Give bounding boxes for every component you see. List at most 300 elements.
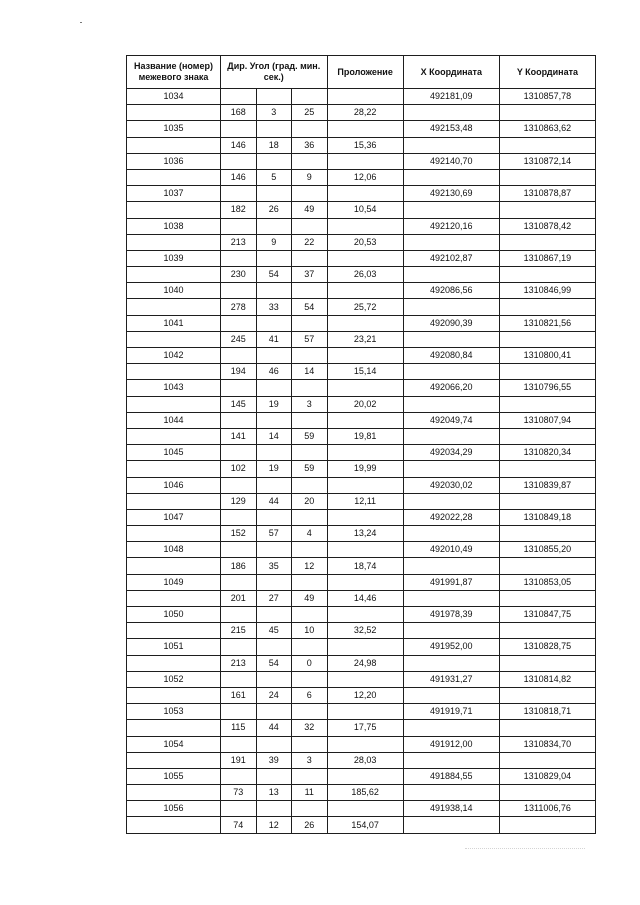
name-cell: [127, 623, 221, 639]
x-cell: 491938,14: [403, 801, 499, 817]
table-row: [127, 493, 596, 509]
min-cell: 14: [256, 428, 292, 444]
min-cell: 5: [256, 169, 292, 185]
table-row: [127, 218, 596, 234]
name-cell: 1039: [127, 250, 221, 266]
distance-cell: [327, 153, 403, 169]
y-cell: [499, 526, 595, 542]
x-cell: [403, 428, 499, 444]
deg-cell: 278: [221, 299, 257, 315]
min-cell: [256, 542, 292, 558]
y-cell: 1310820,34: [499, 445, 595, 461]
y-cell: [499, 687, 595, 703]
deg-cell: 182: [221, 202, 257, 218]
x-cell: 492130,69: [403, 186, 499, 202]
deg-cell: [221, 445, 257, 461]
name-cell: 1055: [127, 768, 221, 784]
min-cell: [256, 801, 292, 817]
deg-cell: [221, 283, 257, 299]
y-cell: 1310839,87: [499, 477, 595, 493]
y-cell: [499, 105, 595, 121]
table-row: [127, 509, 596, 525]
sec-cell: [292, 574, 328, 590]
sec-cell: [292, 250, 328, 266]
sec-cell: [292, 704, 328, 720]
deg-cell: [221, 380, 257, 396]
x-cell: 491884,55: [403, 768, 499, 784]
distance-cell: 15,14: [327, 364, 403, 380]
x-cell: 491978,39: [403, 607, 499, 623]
deg-cell: [221, 509, 257, 525]
deg-cell: 152: [221, 526, 257, 542]
distance-cell: 154,07: [327, 817, 403, 833]
distance-cell: 17,75: [327, 720, 403, 736]
table-row: [127, 607, 596, 623]
name-cell: [127, 137, 221, 153]
distance-cell: 20,53: [327, 234, 403, 250]
x-cell: [403, 331, 499, 347]
table-row: [127, 639, 596, 655]
deg-cell: [221, 218, 257, 234]
sec-cell: 32: [292, 720, 328, 736]
y-cell: [499, 493, 595, 509]
sec-cell: 10: [292, 623, 328, 639]
y-cell: [499, 331, 595, 347]
table-row: [127, 121, 596, 137]
distance-cell: [327, 186, 403, 202]
name-cell: 1043: [127, 380, 221, 396]
sec-cell: 49: [292, 202, 328, 218]
name-cell: [127, 267, 221, 283]
table-row: [127, 267, 596, 283]
sec-cell: [292, 348, 328, 364]
x-cell: 492066,20: [403, 380, 499, 396]
distance-cell: [327, 509, 403, 525]
y-cell: 1310828,75: [499, 639, 595, 655]
x-cell: 492080,84: [403, 348, 499, 364]
distance-cell: [327, 412, 403, 428]
deg-cell: [221, 186, 257, 202]
name-cell: 1037: [127, 186, 221, 202]
min-cell: [256, 671, 292, 687]
table-row: [127, 428, 596, 444]
header-angle: Дир. Угол (град. мин. сек.): [221, 56, 328, 89]
min-cell: [256, 186, 292, 202]
distance-cell: 23,21: [327, 331, 403, 347]
name-cell: 1038: [127, 218, 221, 234]
sec-cell: [292, 736, 328, 752]
sec-cell: 0: [292, 655, 328, 671]
table-row: [127, 590, 596, 606]
x-cell: 491919,71: [403, 704, 499, 720]
deg-cell: [221, 250, 257, 266]
table-row: [127, 348, 596, 364]
sec-cell: [292, 412, 328, 428]
x-cell: [403, 364, 499, 380]
min-cell: [256, 412, 292, 428]
table-row: [127, 412, 596, 428]
deg-cell: 145: [221, 396, 257, 412]
deg-cell: 141: [221, 428, 257, 444]
distance-cell: 12,06: [327, 169, 403, 185]
x-cell: [403, 493, 499, 509]
header-x: X Координата: [403, 56, 499, 89]
distance-cell: 185,62: [327, 785, 403, 801]
table-row: [127, 137, 596, 153]
table-row: [127, 105, 596, 121]
name-cell: 1040: [127, 283, 221, 299]
y-cell: [499, 364, 595, 380]
x-cell: 492086,56: [403, 283, 499, 299]
sec-cell: [292, 380, 328, 396]
y-cell: 1310855,20: [499, 542, 595, 558]
sec-cell: 37: [292, 267, 328, 283]
name-cell: 1054: [127, 736, 221, 752]
scan-speck: [80, 22, 82, 23]
distance-cell: [327, 380, 403, 396]
deg-cell: [221, 768, 257, 784]
min-cell: [256, 639, 292, 655]
y-cell: 1310867,19: [499, 250, 595, 266]
x-cell: 491991,87: [403, 574, 499, 590]
table-row: [127, 89, 596, 105]
deg-cell: 213: [221, 234, 257, 250]
name-cell: [127, 428, 221, 444]
min-cell: [256, 607, 292, 623]
name-cell: 1036: [127, 153, 221, 169]
name-cell: [127, 590, 221, 606]
table-row: [127, 542, 596, 558]
deg-cell: 186: [221, 558, 257, 574]
x-cell: [403, 137, 499, 153]
min-cell: 19: [256, 396, 292, 412]
deg-cell: [221, 542, 257, 558]
name-cell: 1045: [127, 445, 221, 461]
deg-cell: 102: [221, 461, 257, 477]
sec-cell: 25: [292, 105, 328, 121]
y-cell: 1310847,75: [499, 607, 595, 623]
distance-cell: [327, 315, 403, 331]
deg-cell: [221, 315, 257, 331]
deg-cell: [221, 639, 257, 655]
min-cell: 19: [256, 461, 292, 477]
distance-cell: [327, 801, 403, 817]
table-row: [127, 720, 596, 736]
distance-cell: 12,11: [327, 493, 403, 509]
y-cell: 1310829,04: [499, 768, 595, 784]
table-row: [127, 736, 596, 752]
sec-cell: 12: [292, 558, 328, 574]
y-cell: [499, 396, 595, 412]
x-cell: [403, 234, 499, 250]
x-cell: 492153,48: [403, 121, 499, 137]
x-cell: [403, 623, 499, 639]
distance-cell: 10,54: [327, 202, 403, 218]
distance-cell: 19,99: [327, 461, 403, 477]
sec-cell: 54: [292, 299, 328, 315]
name-cell: [127, 396, 221, 412]
min-cell: [256, 218, 292, 234]
sec-cell: [292, 477, 328, 493]
name-cell: [127, 687, 221, 703]
x-cell: [403, 817, 499, 833]
x-cell: 492049,74: [403, 412, 499, 428]
deg-cell: [221, 704, 257, 720]
table-row: [127, 671, 596, 687]
x-cell: 492022,28: [403, 509, 499, 525]
table-row: [127, 202, 596, 218]
sec-cell: [292, 607, 328, 623]
sec-cell: 26: [292, 817, 328, 833]
sec-cell: [292, 315, 328, 331]
min-cell: 44: [256, 493, 292, 509]
min-cell: [256, 89, 292, 105]
min-cell: [256, 445, 292, 461]
x-cell: 492181,09: [403, 89, 499, 105]
name-cell: 1047: [127, 509, 221, 525]
sec-cell: [292, 283, 328, 299]
distance-cell: [327, 639, 403, 655]
table-row: [127, 315, 596, 331]
sec-cell: [292, 639, 328, 655]
y-cell: [499, 785, 595, 801]
x-cell: 492030,02: [403, 477, 499, 493]
name-cell: [127, 461, 221, 477]
name-cell: [127, 169, 221, 185]
min-cell: [256, 348, 292, 364]
table-row: [127, 396, 596, 412]
name-cell: [127, 655, 221, 671]
table-row: [127, 299, 596, 315]
x-cell: [403, 526, 499, 542]
distance-cell: 28,22: [327, 105, 403, 121]
deg-cell: [221, 574, 257, 590]
min-cell: 57: [256, 526, 292, 542]
name-cell: 1034: [127, 89, 221, 105]
table-row: [127, 623, 596, 639]
coordinates-table-wrapper: [126, 55, 596, 834]
deg-cell: 191: [221, 752, 257, 768]
deg-cell: 230: [221, 267, 257, 283]
deg-cell: [221, 121, 257, 137]
min-cell: 41: [256, 331, 292, 347]
table-row: [127, 704, 596, 720]
deg-cell: 168: [221, 105, 257, 121]
y-cell: 1310800,41: [499, 348, 595, 364]
min-cell: 54: [256, 655, 292, 671]
min-cell: 13: [256, 785, 292, 801]
min-cell: 3: [256, 105, 292, 121]
min-cell: 54: [256, 267, 292, 283]
sec-cell: [292, 671, 328, 687]
sec-cell: [292, 121, 328, 137]
name-cell: 1052: [127, 671, 221, 687]
distance-cell: 24,98: [327, 655, 403, 671]
y-cell: [499, 299, 595, 315]
header-name: Название (номер) межевого знака: [127, 56, 221, 89]
y-cell: 1310818,71: [499, 704, 595, 720]
name-cell: [127, 785, 221, 801]
deg-cell: 213: [221, 655, 257, 671]
table-row: [127, 687, 596, 703]
table-row: [127, 752, 596, 768]
min-cell: [256, 315, 292, 331]
x-cell: 492090,39: [403, 315, 499, 331]
y-cell: [499, 169, 595, 185]
name-cell: [127, 202, 221, 218]
name-cell: 1056: [127, 801, 221, 817]
y-cell: 1310846,99: [499, 283, 595, 299]
x-cell: [403, 461, 499, 477]
sec-cell: 11: [292, 785, 328, 801]
deg-cell: 74: [221, 817, 257, 833]
sec-cell: 3: [292, 396, 328, 412]
min-cell: [256, 380, 292, 396]
sec-cell: [292, 153, 328, 169]
min-cell: [256, 736, 292, 752]
table-row: [127, 234, 596, 250]
distance-cell: [327, 704, 403, 720]
sec-cell: 4: [292, 526, 328, 542]
deg-cell: [221, 412, 257, 428]
table-row: [127, 574, 596, 590]
y-cell: [499, 655, 595, 671]
min-cell: [256, 283, 292, 299]
table-body: [127, 89, 596, 834]
sec-cell: 6: [292, 687, 328, 703]
distance-cell: [327, 348, 403, 364]
name-cell: [127, 720, 221, 736]
table-row: [127, 801, 596, 817]
header-distance: Проложение: [327, 56, 403, 89]
deg-cell: 161: [221, 687, 257, 703]
table-row: [127, 283, 596, 299]
deg-cell: [221, 801, 257, 817]
y-cell: [499, 623, 595, 639]
x-cell: 491931,27: [403, 671, 499, 687]
min-cell: [256, 704, 292, 720]
sec-cell: [292, 445, 328, 461]
distance-cell: 20,02: [327, 396, 403, 412]
sec-cell: 22: [292, 234, 328, 250]
name-cell: [127, 105, 221, 121]
y-cell: [499, 202, 595, 218]
sec-cell: 36: [292, 137, 328, 153]
name-cell: 1035: [127, 121, 221, 137]
y-cell: 1310857,78: [499, 89, 595, 105]
min-cell: 45: [256, 623, 292, 639]
y-cell: [499, 590, 595, 606]
y-cell: [499, 752, 595, 768]
table-row: [127, 477, 596, 493]
deg-cell: [221, 477, 257, 493]
min-cell: 39: [256, 752, 292, 768]
deg-cell: 115: [221, 720, 257, 736]
name-cell: 1053: [127, 704, 221, 720]
sec-cell: 3: [292, 752, 328, 768]
name-cell: [127, 752, 221, 768]
x-cell: [403, 169, 499, 185]
distance-cell: 12,20: [327, 687, 403, 703]
y-cell: [499, 558, 595, 574]
min-cell: [256, 574, 292, 590]
deg-cell: 146: [221, 169, 257, 185]
y-cell: [499, 817, 595, 833]
table-row: [127, 169, 596, 185]
y-cell: 1310814,82: [499, 671, 595, 687]
table-row: [127, 558, 596, 574]
x-cell: [403, 785, 499, 801]
sec-cell: 59: [292, 428, 328, 444]
table-row: [127, 768, 596, 784]
name-cell: [127, 526, 221, 542]
table-row: [127, 655, 596, 671]
distance-cell: 19,81: [327, 428, 403, 444]
distance-cell: [327, 607, 403, 623]
min-cell: 26: [256, 202, 292, 218]
x-cell: 492140,70: [403, 153, 499, 169]
y-cell: 1310853,05: [499, 574, 595, 590]
min-cell: 9: [256, 234, 292, 250]
deg-cell: 245: [221, 331, 257, 347]
min-cell: [256, 768, 292, 784]
distance-cell: [327, 250, 403, 266]
x-cell: [403, 687, 499, 703]
table-row: [127, 445, 596, 461]
distance-cell: [327, 445, 403, 461]
distance-cell: [327, 89, 403, 105]
name-cell: 1041: [127, 315, 221, 331]
x-cell: 492120,16: [403, 218, 499, 234]
sec-cell: [292, 218, 328, 234]
y-cell: 1310807,94: [499, 412, 595, 428]
deg-cell: [221, 607, 257, 623]
y-cell: [499, 428, 595, 444]
x-cell: 492010,49: [403, 542, 499, 558]
distance-cell: [327, 218, 403, 234]
deg-cell: 146: [221, 137, 257, 153]
coordinates-table: [126, 55, 596, 834]
x-cell: [403, 655, 499, 671]
distance-cell: 32,52: [327, 623, 403, 639]
x-cell: [403, 202, 499, 218]
min-cell: [256, 153, 292, 169]
distance-cell: [327, 736, 403, 752]
y-cell: 1310863,62: [499, 121, 595, 137]
min-cell: 27: [256, 590, 292, 606]
sec-cell: 9: [292, 169, 328, 185]
distance-cell: 26,03: [327, 267, 403, 283]
sec-cell: 57: [292, 331, 328, 347]
name-cell: 1049: [127, 574, 221, 590]
y-cell: [499, 267, 595, 283]
header-y: Y Координата: [499, 56, 595, 89]
distance-cell: [327, 542, 403, 558]
distance-cell: 28,03: [327, 752, 403, 768]
distance-cell: [327, 477, 403, 493]
y-cell: [499, 234, 595, 250]
x-cell: 492102,87: [403, 250, 499, 266]
distance-cell: 13,24: [327, 526, 403, 542]
name-cell: [127, 493, 221, 509]
x-cell: 491912,00: [403, 736, 499, 752]
min-cell: 44: [256, 720, 292, 736]
deg-cell: [221, 348, 257, 364]
deg-cell: 73: [221, 785, 257, 801]
x-cell: [403, 558, 499, 574]
table-row: [127, 461, 596, 477]
min-cell: 18: [256, 137, 292, 153]
